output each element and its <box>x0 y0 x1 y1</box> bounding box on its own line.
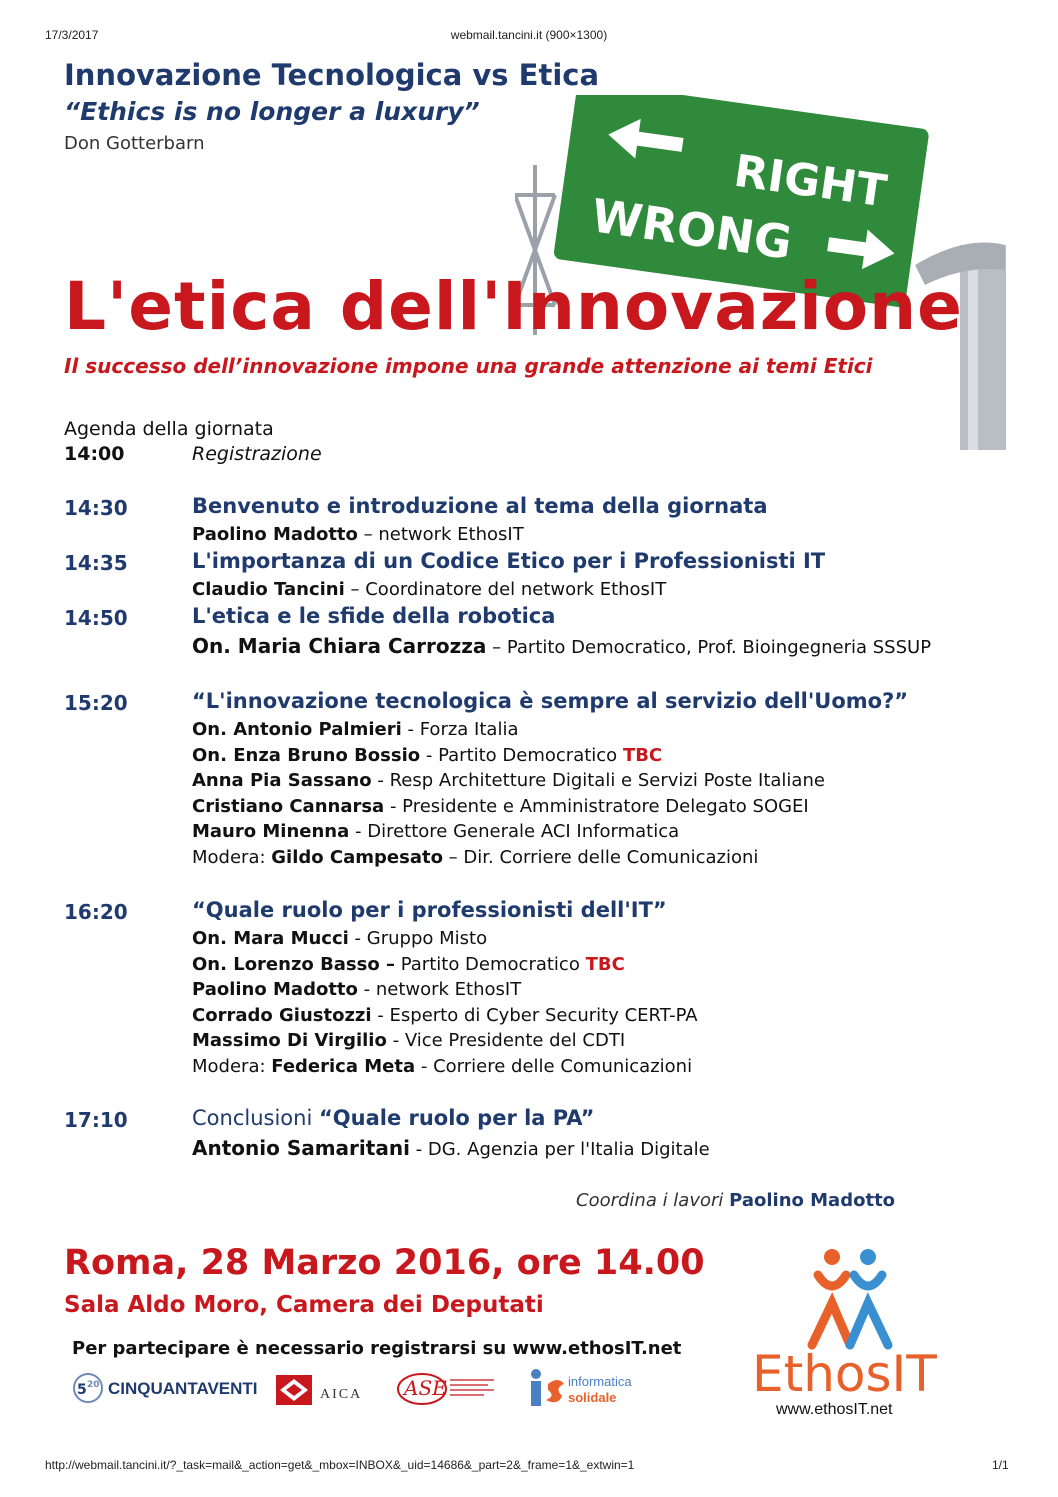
speaker-line: Massimo Di Virgilio - Vice Presidente del CDTI <box>192 1030 626 1051</box>
main-title: L'etica dell'Innovazione <box>64 268 963 345</box>
informatica-solidale-logo <box>528 1366 648 1410</box>
session-time: 17:10 <box>64 1108 128 1132</box>
header-title: Innovazione Tecnologica vs Etica <box>64 58 600 92</box>
moderator-line: Modera: Gildo Campesato – Dir. Corriere delle Comunicazioni <box>192 846 759 868</box>
session-topic: Benvenuto e introduzione al tema della giornata <box>192 494 768 518</box>
speaker-list <box>192 717 825 870</box>
session-topic: L'importanza di un Codice Etico per i Professionisti IT <box>192 549 826 573</box>
session-topic: “L'innovazione tecnologica è sempre al servizio dell'Uomo?” <box>192 689 909 713</box>
ase-label: ASE <box>404 1376 447 1400</box>
speaker-line: Corrado Giustozzi - Esperto di Cyber Security CERT-PA <box>192 1004 698 1026</box>
svg-text:20: 20 <box>87 1380 100 1390</box>
aica-logo <box>276 1375 366 1409</box>
header-quote: “Ethics is no longer a luxury” <box>64 97 480 126</box>
ethosit-url: www.ethosIT.net <box>776 1401 893 1418</box>
event-date: Roma, 28 Marzo 2016, ore 14.00 <box>64 1243 705 1283</box>
session-topic: “Quale ruolo per i professionisti dell'IT” <box>192 898 667 922</box>
event-venue: Sala Aldo Moro, Camera dei Deputati <box>64 1292 544 1318</box>
coordinator-line: Coordina i lavori Paolino Madotto <box>576 1190 896 1211</box>
session-time: 14:35 <box>64 551 128 575</box>
header-author: Don Gotterbarn <box>64 133 205 154</box>
cinquantaventi-label: CINQUANTAVENTI <box>108 1379 258 1398</box>
speaker-line: Claudio Tancini – Coordinatore del network EthosIT <box>192 579 667 600</box>
session-time: 14:30 <box>64 496 128 520</box>
registration-time: 14:00 <box>64 443 125 465</box>
speaker-line: Anna Pia Sassano - Resp Architetture Digitali e Servizi Poste Italiane <box>192 770 825 791</box>
session-topic: Conclusioni “Quale ruolo per la PA” <box>192 1106 595 1130</box>
svg-text:5: 5 <box>77 1382 87 1398</box>
ethosit-label: EthosIT <box>752 1345 937 1403</box>
moderator-line: Modera: Federica Meta - Corriere delle Comunicazioni <box>192 1055 693 1077</box>
session-time: 16:20 <box>64 900 128 924</box>
session-topic: L'etica e le sfide della robotica <box>192 604 556 628</box>
print-title: webmail.tancini.it (900×1300) <box>450 28 608 42</box>
ase-logo <box>396 1370 496 1408</box>
speaker-line: On. Enza Bruno Bossio - Partito Democratico TBC <box>192 744 663 766</box>
speaker-line: On. Maria Chiara Carrozza – Partito Democratico, Prof. Bioingegneria SSSUP <box>192 634 932 658</box>
speaker-list <box>192 926 698 1079</box>
ethosit-figures-icon <box>750 1245 955 1355</box>
aica-icon <box>276 1375 312 1405</box>
print-url: http://webmail.tancini.it/?_task=mail&_action=get&_mbox=INBOX&_uid=14686&_part=2&_frame=1&_extwin=1 <box>45 1458 635 1472</box>
speaker-line: Antonio Samaritani - DG. Agenzia per l'Italia Digitale <box>192 1136 710 1160</box>
speaker-line: On. Lorenzo Basso – Partito Democratico TBC <box>192 953 625 975</box>
speaker-line: On. Mara Mucci - Gruppo Misto <box>192 928 488 949</box>
cinquantaventi-logo <box>68 1370 258 1410</box>
cinquantaventi-icon <box>68 1370 108 1406</box>
informatica-label: informatica <box>568 1374 632 1389</box>
sign-wrong-label: WRONG <box>588 188 796 270</box>
speaker-line: Paolino Madotto – network EthosIT <box>192 524 524 545</box>
speaker-line: Mauro Minenna - Direttore Generale ACI Informatica <box>192 821 680 842</box>
speaker-line: Paolino Madotto - network EthosIT <box>192 979 522 1000</box>
tbc-badge: TBC <box>622 744 663 766</box>
solidale-label: solidale <box>568 1390 617 1405</box>
registration-label: Registrazione <box>192 443 322 465</box>
session-time: 14:50 <box>64 606 128 630</box>
session-time: 15:20 <box>64 691 128 715</box>
speaker-line: On. Antonio Palmieri - Forza Italia <box>192 719 519 740</box>
sign-right-label: RIGHT <box>730 145 890 218</box>
speaker-line: Cristiano Cannarsa - Presidente e Amministratore Delegato SOGEI <box>192 795 809 817</box>
registration-note: Per partecipare è necessario registrarsi su www.ethosIT.net <box>72 1338 682 1359</box>
aica-label: AICA <box>320 1387 363 1402</box>
informatica-solidale-icon <box>528 1366 568 1408</box>
subtitle: Il successo dell’innovazione impone una grande attenzione ai temi Etici <box>64 354 873 378</box>
agenda-heading: Agenda della giornata <box>64 418 274 440</box>
print-date: 17/3/2017 <box>45 28 99 42</box>
ethosit-logo <box>750 1245 955 1425</box>
print-page: 1/1 <box>992 1458 1009 1472</box>
tbc-badge: TBC <box>585 953 625 975</box>
